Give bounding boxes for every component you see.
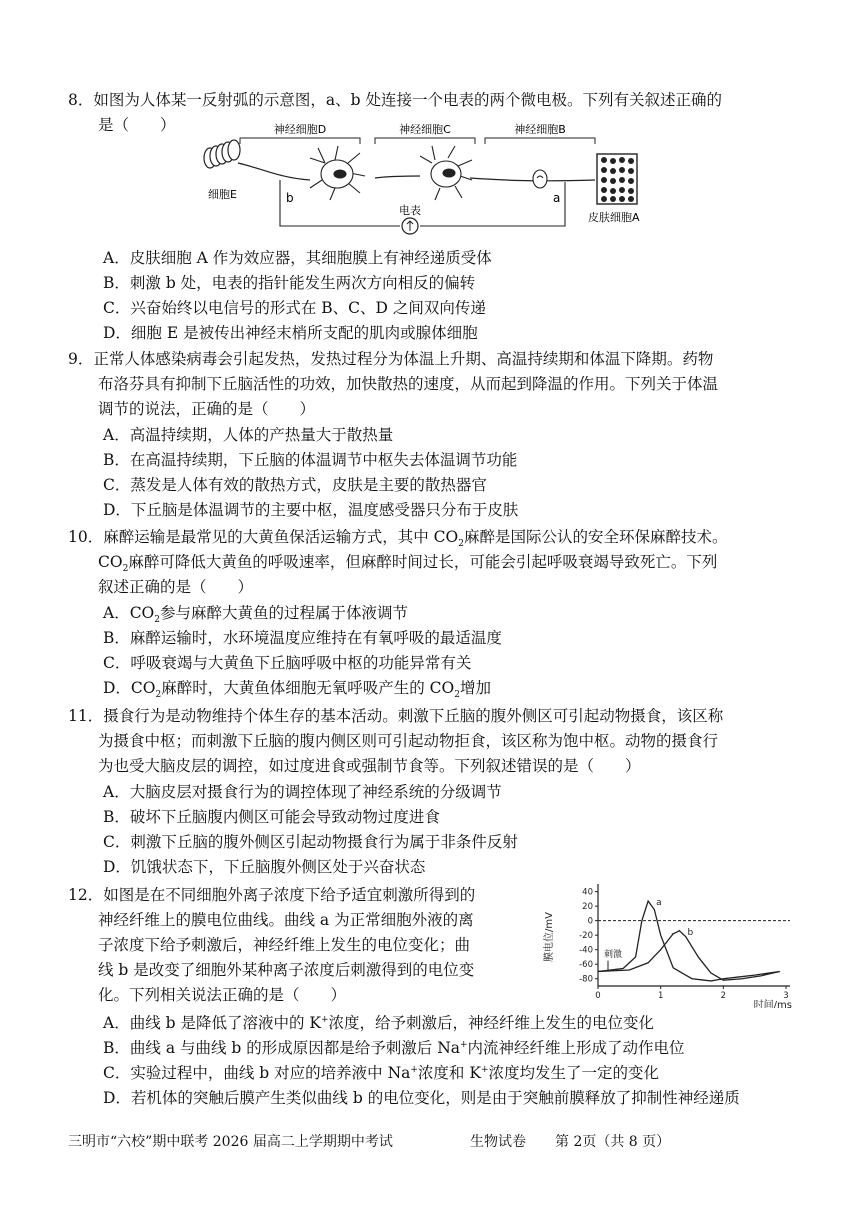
q9-option-b: B．在高温持续期，下丘脑的体温调节中枢失去体温调节功能	[103, 451, 518, 469]
q12-option-b: B．曲线 a 与曲线 b 的形成原因都是给予刺激后 Na+内流神经纤维上形成了动作电位	[103, 1039, 685, 1057]
q8-option-b: B．刺激 b 处，电表的指针能发生两次方向相反的偏转	[103, 274, 476, 292]
stimulus-label: 刺激	[604, 949, 623, 960]
y-tick-label: -40	[579, 945, 593, 956]
q8-option-c: C．兴奋始终以电信号的形式在 B、C、D 之间双向传递	[103, 299, 486, 317]
q9-stem-line3: 调节的说法，正确的是（ ）	[98, 400, 316, 418]
q8-stem-line1: 8．如图为人体某一反射弧的示意图，a、b 处连接一个电表的两个微电极。下列有关叙述正确的	[68, 91, 722, 109]
meter-label: 电表	[399, 204, 421, 217]
footer-subject: 生物试卷	[470, 1134, 526, 1150]
footer-page-number: 第 2页（共 8 页）	[555, 1134, 671, 1150]
y-tick-label: 40	[582, 887, 593, 898]
y-tick-label: -80	[579, 974, 593, 985]
neuron-b-label: 神经细胞B	[514, 123, 566, 136]
q9-stem-line1: 9．正常人体感染病毒会引起发热，发热过程分为体温上升期、高温持续期和体温下降期。药物	[68, 350, 714, 368]
q12-option-c: C．实验过程中，曲线 b 对应的培养液中 Na+浓度和 K+浓度均发生了一定的变化	[103, 1064, 659, 1082]
neuron-c-label: 神经细胞C	[399, 123, 451, 136]
series-label-b: b	[687, 927, 694, 938]
q12-stem-line2: 神经纤维上的膜电位曲线。曲线 a 为正常细胞外液的离	[98, 911, 474, 929]
q9-option-c: C．蒸发是人体有效的散热方式，皮肤是主要的散热器官	[103, 476, 487, 494]
q8-option-d: D．细胞 E 是被传出神经末梢所支配的肌肉或腺体细胞	[103, 324, 478, 342]
q12-option-d: D．若机体的突触后膜产生类似曲线 b 的电位变化，则是由于突触前膜释放了抑制性神经递质	[103, 1089, 740, 1107]
q12-stem-line4: 线 b 是改变了细胞外某种离子浓度后刺激得到的电位变	[98, 961, 475, 979]
neuron-c-icon	[420, 146, 472, 200]
x-tick-label: 2	[720, 991, 727, 1001]
q11-option-b: B．破坏下丘脑腹内侧区可能会导致动物过度进食	[103, 808, 440, 826]
q9-option-d: D．下丘脑是体温调节的主要中枢，温度感受器只分布于皮肤	[103, 501, 519, 519]
point-b-label: b	[286, 191, 294, 205]
q10-stem-line2: $CO_2$麻醉可降低大黄鱼的呼吸速率，但麻醉时间过长，可能会引起呼吸衰竭导致死亡。下列	[98, 553, 718, 575]
q11-option-c: C．刺激下丘脑的腹外侧区引起动物摄食行为属于非条件反射	[103, 833, 518, 851]
y-axis-label: 膜电位/mV	[544, 912, 555, 962]
q8-stem-line2: 是（ ）	[98, 116, 176, 134]
x-tick-label: 3	[783, 991, 789, 1001]
q11-stem-line3: 为也受大脑皮层的调控，如过度进食或强制节食等。下列叙述错误的是（ ）	[98, 757, 641, 775]
x-tick-label: 0	[595, 991, 601, 1001]
cell-e-label: 细胞E	[208, 188, 237, 201]
series-label-a: a	[656, 898, 662, 909]
y-tick-label: 0	[587, 916, 593, 927]
q10-option-a: A．$CO_2$参与麻醉大黄鱼的过程属于体液调节	[103, 604, 409, 626]
q11-stem-line1: 11．摄食行为是动物维持个体生存的基本活动。刺激下丘脑的腹外侧区可引起动物摄食，该区称	[68, 707, 724, 725]
y-tick-label: 20	[582, 902, 593, 913]
q11-stem-line2: 为摄食中枢；而刺激下丘脑的腹内侧区则可引起动物拒食，该区称为饱中枢。动物的摄食行	[98, 732, 719, 750]
skin-cell-a-label: 皮肤细胞A	[588, 211, 640, 224]
q10-option-d: D．$CO_2$麻醉时，大黄鱼体细胞无氧呼吸产生的 $CO_2$增加	[103, 679, 491, 701]
q12-stem-line5: 化。下列相关说法正确的是（ ）	[98, 986, 347, 1004]
point-a-label: a	[553, 191, 561, 205]
q12-stem-line1: 12．如图是在不同细胞外离子浓度下给予适宜刺激所得到的	[68, 886, 476, 904]
muscle-coil-icon	[204, 140, 240, 168]
q9-stem-line2: 布洛芬具有抑制下丘脑活性的功效，加快散热的速度，从而起到降温的作用。下列关于体温	[98, 375, 719, 393]
reflex-arc-diagram	[200, 118, 640, 236]
q12-stem-line3: 子浓度下给予刺激后，神经纤维上发生的电位变化；曲	[98, 936, 471, 954]
membrane-potential-chart	[540, 876, 800, 1008]
q9-option-a: A．高温持续期，人体的产热量大于散热量	[103, 426, 394, 444]
skin-cells-icon	[597, 154, 637, 204]
series-line-b	[598, 931, 780, 980]
y-tick-label: -60	[579, 960, 593, 971]
q10-option-b: B．麻醉运输时，水环境温度应维持在有氧呼吸的最适温度	[103, 629, 502, 647]
q11-option-a: A．大脑皮层对摄食行为的调控体现了神经系统的分级调节	[103, 783, 502, 801]
q8-option-a: A．皮肤细胞 A 作为效应器，其细胞膜上有神经递质受体	[103, 249, 492, 267]
x-tick-label: 1	[657, 991, 664, 1001]
q10-option-c: C．呼吸衰竭与大黄鱼下丘脑呼吸中枢的功能异常有关	[103, 654, 472, 672]
q10-stem-line1: 10．麻醉运输是最常见的大黄鱼保活运输方式，其中 $CO_2$麻醉是国际公认的安全环保麻醉技术。	[68, 528, 728, 550]
y-tick-label: -20	[579, 931, 593, 942]
neuron-d-icon	[310, 146, 365, 200]
footer-exam-title: 三明市“六校”期中联考 2026 届高二上学期期中考试	[68, 1134, 393, 1150]
q10-stem-line3: 叙述正确的是（ ）	[98, 578, 254, 596]
x-axis-label: 时间/ms	[753, 1000, 792, 1008]
neuron-d-label: 神经细胞D	[273, 123, 327, 136]
q11-option-d: D．饥饿状态下，下丘脑腹外侧区处于兴奋状态	[103, 858, 426, 876]
q12-option-a: A．曲线 b 是降低了溶液中的 K+浓度，给予刺激后，神经纤维上发生的电位变化	[103, 1014, 655, 1032]
